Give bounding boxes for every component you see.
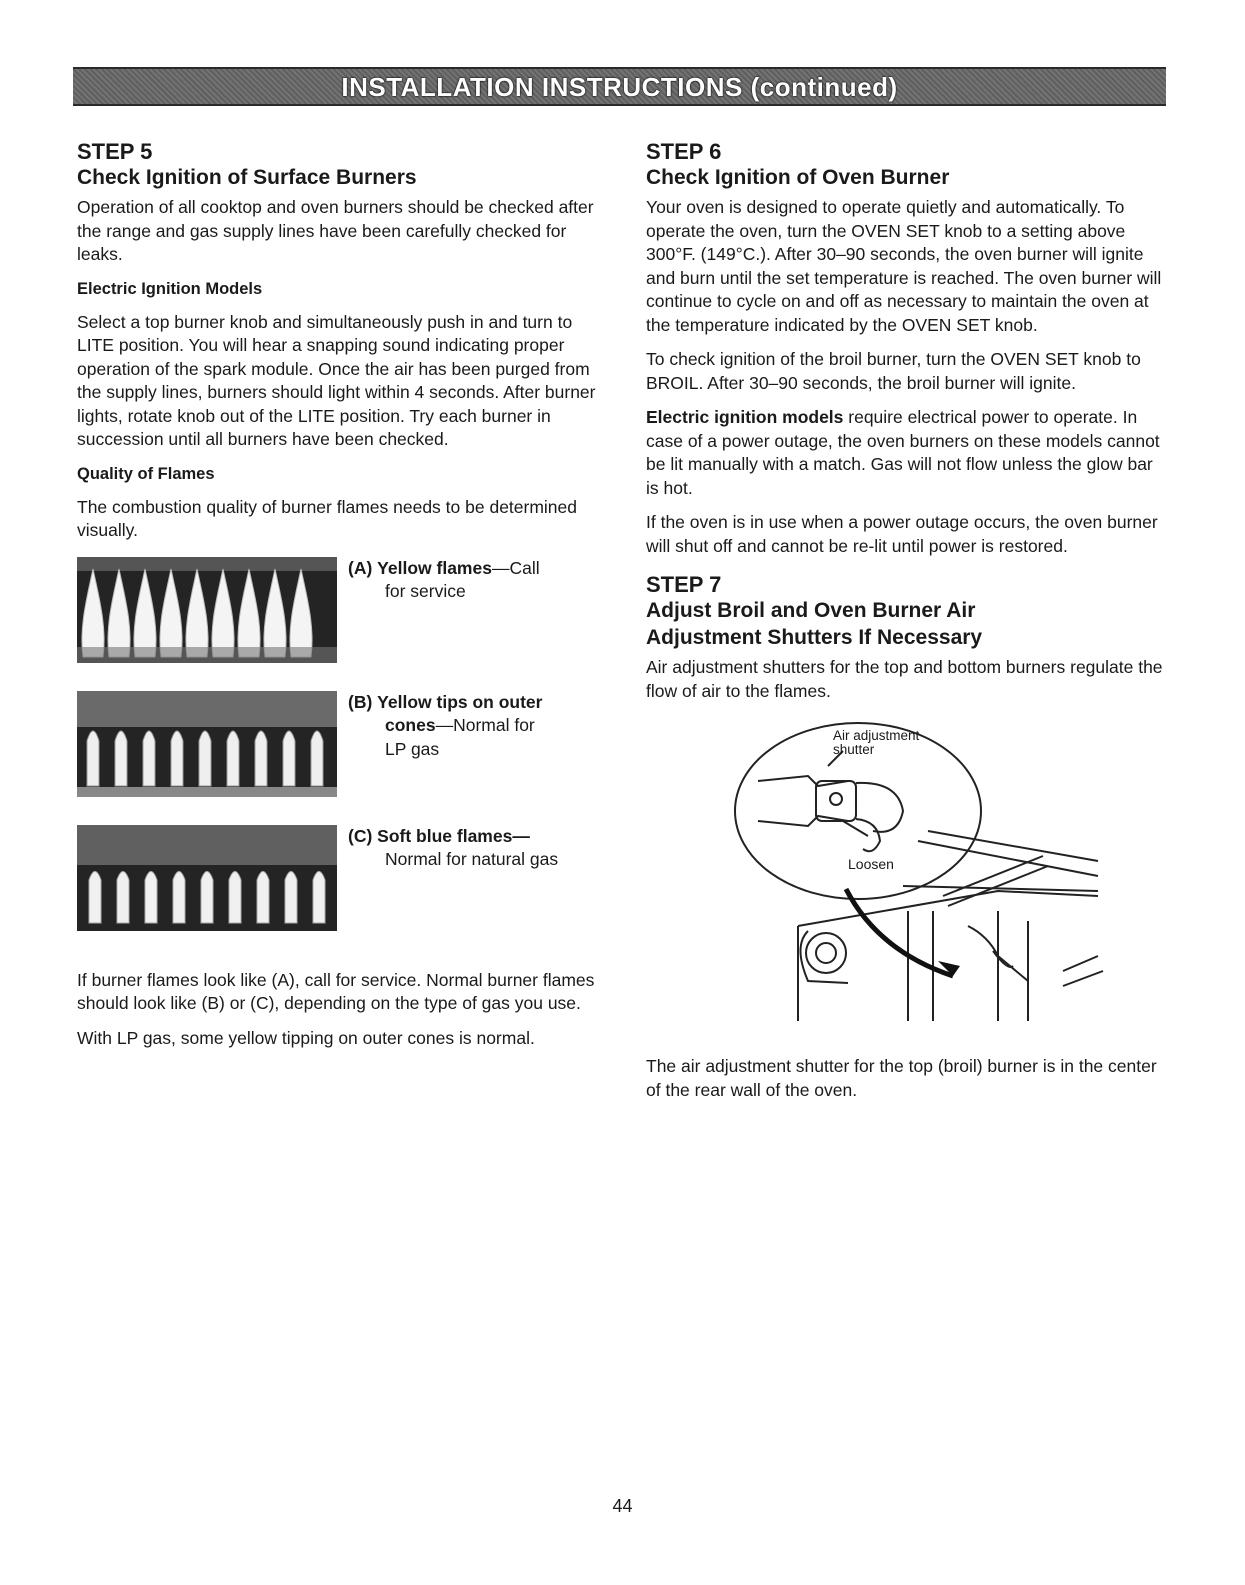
step5-label: STEP 5	[77, 139, 153, 164]
step5-title: Check Ignition of Surface Burners	[77, 166, 417, 189]
flame-caption-b: (B) Yellow tips on outer cones—Normal for LP gas	[348, 691, 543, 759]
step7-title-line1: Adjust Broil and Oven Burner Air	[646, 599, 976, 622]
step6-text-2: To check ignition of the broil burner, turn the OVEN SET knob to BROIL. After 30–90 seconds, the broil burner will ignite.	[646, 349, 1141, 393]
after-flames-text: If burner flames look like (A), call for service. Normal burner flames should look like (B) or (C), depending on the type of gas you use.	[77, 969, 595, 1013]
step7-label: STEP 7	[646, 572, 722, 597]
flame-caption-a: (A) Yellow flames—Call for service	[348, 557, 540, 601]
blue-flames-image	[77, 825, 337, 931]
step7-title-line2: Adjustment Shutters If Necessary	[646, 626, 983, 649]
quality-text: The combustion quality of burner flames needs to be determined visually.	[77, 496, 578, 540]
quality-heading: Quality of Flames	[77, 464, 215, 483]
lp-gas-text: With LP gas, some yellow tipping on outer cones is normal.	[77, 1027, 535, 1048]
electric-ignition-text: Select a top burner knob and simultaneously push in and turn to LITE position. You will hear a snapping sound indicating proper operation of the spark module. Once the air has been purged from the supply lines, burners should light within 4 seconds. After burner lights, rotate knob out of the LITE position. Try each burner in succession until all burners have been checked.	[77, 311, 596, 449]
yellow-flames-image	[77, 557, 337, 663]
step6-label: STEP 6	[646, 139, 722, 164]
flame-example-c	[77, 825, 607, 959]
electric-ignition-heading: Electric Ignition Models	[77, 279, 263, 298]
step6-text-1: Your oven is designed to operate quietly and automatically. To operate the oven, turn the OVEN SET knob to a setting above 300°F. (149°C.). After 30–90 seconds, the oven burner will ignite and burn until the set temperature is reached. The oven burner will continue to cycle on and off as necessary to maintain the oven at the temperature indicated by the OVEN SET knob.	[646, 197, 1162, 335]
step6-column	[646, 139, 1166, 1113]
flame-example-a	[77, 557, 607, 691]
header-banner	[73, 67, 1166, 106]
page-number: 44	[612, 1496, 633, 1516]
step6-title: Check Ignition of Oven Burner	[646, 166, 950, 189]
step5-column	[77, 139, 607, 1061]
step5-intro: Operation of all cooktop and oven burners should be checked after the range and gas supply lines have been carefully checked for leaks.	[77, 197, 594, 264]
page-title: INSTALLATION INSTRUCTIONS (continued)	[341, 72, 898, 102]
yellow-tips-flames-image	[77, 691, 337, 797]
loosen-label: Loosen	[848, 856, 894, 872]
step7-text: Air adjustment shutters for the top and bottom burners regulate the flow of air to the flames.	[646, 657, 1163, 701]
step6-text-4: If the oven is in use when a power outage occurs, the oven burner will shut off and cannot be re-lit until power is restored.	[646, 512, 1158, 556]
step6-text-3: Electric ignition models require electrical power to operate. In case of a power outage, the oven burners on these models cannot be lit manually with a match. Gas will not flow unless the glow bar is hot.	[646, 407, 1160, 498]
flame-example-b	[77, 691, 607, 825]
flame-caption-c: (C) Soft blue flames— Normal for natural gas	[348, 825, 559, 869]
diagram-caption: The air adjustment shutter for the top (broil) burner is in the center of the rear wall of the oven.	[646, 1056, 1157, 1100]
air-adjustment-shutter-label: Air adjustment shutter	[833, 728, 920, 757]
air-shutter-diagram	[698, 721, 1158, 1041]
